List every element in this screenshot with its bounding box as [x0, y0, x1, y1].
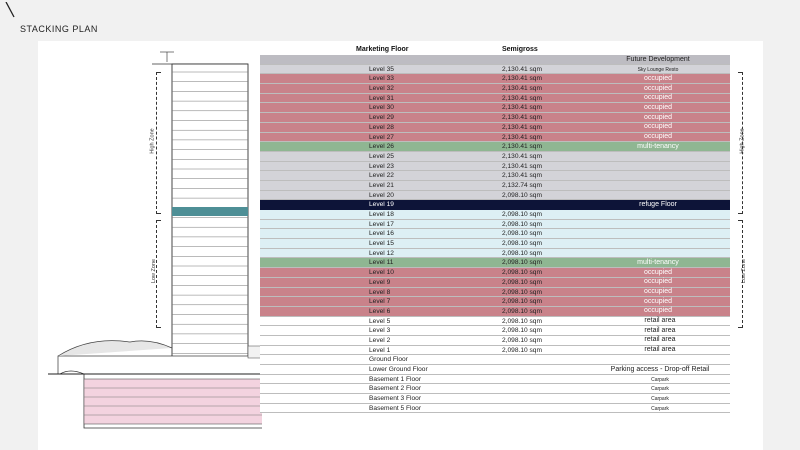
stack-row	[260, 84, 730, 94]
row-area: 2,130.41 sqm	[502, 94, 542, 102]
stack-row	[260, 326, 730, 336]
stack-row	[260, 181, 730, 191]
row-area: 2,098.10 sqm	[502, 307, 542, 315]
stack-row	[260, 210, 730, 220]
stack-row	[260, 123, 730, 133]
row-area: 2,130.41 sqm	[502, 75, 542, 83]
stack-row	[260, 220, 730, 230]
stack-row	[260, 375, 730, 385]
row-area: 2,098.10 sqm	[502, 278, 542, 286]
row-area: 2,130.41 sqm	[502, 133, 542, 141]
row-area: 2,130.41 sqm	[502, 152, 542, 160]
stack-row	[260, 365, 730, 375]
stack-row	[260, 162, 730, 172]
stack-row	[260, 297, 730, 307]
row-area: 2,132.74 sqm	[502, 181, 542, 189]
stack-row	[260, 249, 730, 259]
row-area: 2,098.10 sqm	[502, 191, 542, 199]
row-area: 2,098.10 sqm	[502, 336, 542, 344]
stack-row	[260, 133, 730, 143]
row-level: Basement 3 Floor	[369, 395, 422, 403]
stack-row	[260, 171, 730, 181]
row-level: Level 32	[369, 85, 394, 93]
high-zone-bracket-right	[734, 72, 748, 212]
row-level: Level 31	[369, 94, 394, 102]
row-level: Level 9	[369, 278, 391, 286]
high-zone-bracket-left	[149, 72, 170, 212]
row-level: Level 10	[369, 269, 394, 277]
row-use: occupied	[643, 278, 673, 286]
low-zone-label-right: Low Zone	[741, 258, 748, 284]
stack-row	[260, 74, 730, 84]
refuge-floor-band	[172, 207, 248, 216]
row-level: Level 25	[369, 152, 394, 160]
row-use: occupied	[643, 84, 673, 92]
row-area: 2,130.41 sqm	[502, 162, 542, 170]
stack-row	[260, 404, 730, 414]
row-area: 2,098.10 sqm	[502, 240, 542, 248]
row-use: multi-tenancy	[637, 142, 679, 150]
stack-row	[260, 200, 730, 210]
stack-row	[260, 191, 730, 201]
row-use: Parking access - Drop-off Retail	[610, 365, 710, 373]
row-area: 2,130.41 sqm	[502, 143, 542, 151]
row-level: Level 8	[369, 288, 391, 296]
row-use: Carpark	[651, 405, 669, 412]
row-use: occupied	[643, 113, 673, 121]
row-use: occupied	[643, 123, 673, 131]
row-use: occupied	[643, 288, 673, 295]
page-title: STACKING PLAN	[20, 24, 98, 34]
row-level: Level 22	[369, 172, 394, 180]
row-level: Level 1	[369, 346, 391, 354]
row-level: Level 35	[369, 65, 394, 73]
row-use: occupied	[643, 94, 673, 102]
row-level: Level 2	[369, 336, 391, 344]
stack-row	[260, 103, 730, 113]
row-use: occupied	[643, 297, 673, 305]
high-zone-label-left: High Zone	[149, 128, 156, 154]
stack-row	[260, 65, 730, 75]
stack-row	[260, 239, 730, 249]
basement-carpark	[84, 379, 262, 424]
row-area: 2,098.10 sqm	[502, 259, 542, 267]
row-level: Level 5	[369, 317, 391, 325]
row-level: Basement 1 Floor	[369, 375, 422, 383]
row-area: 2,098.10 sqm	[502, 211, 542, 218]
row-level: Level 18	[369, 211, 394, 218]
row-level: Level 23	[369, 162, 394, 170]
row-use: retail area	[644, 336, 676, 344]
row-area: 2,130.41 sqm	[502, 114, 542, 122]
row-area: 2,130.41 sqm	[502, 65, 542, 73]
row-level: Ground Floor	[369, 356, 408, 364]
row-area: 2,098.10 sqm	[502, 269, 542, 277]
row-use: occupied	[643, 74, 673, 82]
stack-row	[260, 317, 730, 327]
stack-row	[260, 278, 730, 288]
row-area: 2,130.41 sqm	[502, 85, 542, 93]
row-level: Level 33	[369, 75, 394, 83]
stack-row	[260, 346, 730, 356]
stack-row	[260, 229, 730, 239]
row-level: Basement 2 Floor	[369, 385, 422, 393]
stack-row	[260, 394, 730, 404]
row-area: 2,098.10 sqm	[502, 327, 542, 335]
row-use: Carpark	[651, 396, 669, 403]
stacking-table	[260, 55, 730, 413]
row-level: Level 19	[369, 201, 394, 209]
row-level: Level 7	[369, 298, 391, 306]
stack-row	[260, 258, 730, 268]
building-section-drawing	[40, 42, 262, 434]
row-use: Carpark	[651, 376, 669, 383]
title-slash-mark	[4, 2, 16, 18]
row-use: retail area	[644, 346, 676, 354]
row-level: Level 12	[369, 249, 394, 257]
row-level: Level 21	[369, 181, 394, 189]
row-level: Level 11	[369, 259, 394, 267]
row-level: Level 15	[369, 240, 394, 248]
stack-row	[260, 152, 730, 162]
row-use: occupied	[643, 103, 673, 111]
stack-row	[260, 94, 730, 104]
row-use: occupied	[643, 307, 673, 315]
stack-row	[260, 307, 730, 317]
stack-row	[260, 384, 730, 394]
row-area: 2,098.10 sqm	[502, 317, 542, 325]
stack-row	[260, 55, 730, 65]
row-area: 2,098.10 sqm	[502, 288, 542, 296]
row-area: 2,098.10 sqm	[502, 346, 542, 354]
row-area: 2,098.10 sqm	[502, 220, 542, 228]
row-use: multi-tenancy	[637, 258, 679, 266]
row-area: 2,098.10 sqm	[502, 298, 542, 306]
stack-row	[260, 268, 730, 278]
row-level: Level 28	[369, 123, 394, 131]
row-use: occupied	[643, 268, 673, 276]
low-zone-bracket-right	[734, 220, 748, 326]
header-marketing-floor: Marketing Floor	[356, 46, 409, 53]
row-level: Level 20	[369, 191, 394, 199]
row-level: Level 26	[369, 143, 394, 151]
stack-row	[260, 355, 730, 365]
low-zone-label-left: Low Zone	[151, 258, 158, 284]
row-use: Sky Lounge Resto	[637, 66, 679, 73]
high-zone-label-right: High Zone	[739, 128, 746, 154]
stack-row	[260, 288, 730, 298]
stack-row	[260, 142, 730, 152]
row-use: retail area	[644, 317, 676, 325]
row-level: Level 27	[369, 133, 394, 141]
low-zone-bracket-left	[151, 220, 170, 326]
row-area: 2,130.41 sqm	[502, 104, 542, 112]
row-level: Level 3	[369, 327, 391, 335]
stack-row	[260, 113, 730, 123]
row-level: Lower Ground Floor	[369, 366, 428, 373]
row-use: Carpark	[651, 386, 669, 393]
row-use: occupied	[643, 133, 673, 140]
row-area: 2,098.10 sqm	[502, 230, 542, 238]
stack-row	[260, 336, 730, 346]
row-use: refuge Floor	[639, 200, 677, 208]
row-use: Future Development	[626, 55, 690, 63]
row-use: retail area	[644, 326, 676, 334]
row-level: Level 29	[369, 114, 394, 122]
row-level: Level 30	[369, 104, 394, 112]
row-level: Level 17	[369, 220, 394, 228]
header-semigross: Semigross	[502, 46, 538, 53]
row-area: 2,130.41 sqm	[502, 172, 542, 180]
row-level: Basement 5 Floor	[369, 404, 422, 412]
row-area: 2,098.10 sqm	[502, 249, 542, 257]
row-level: Level 6	[369, 307, 391, 315]
row-area: 2,130.41 sqm	[502, 123, 542, 131]
row-level: Level 16	[369, 230, 394, 238]
